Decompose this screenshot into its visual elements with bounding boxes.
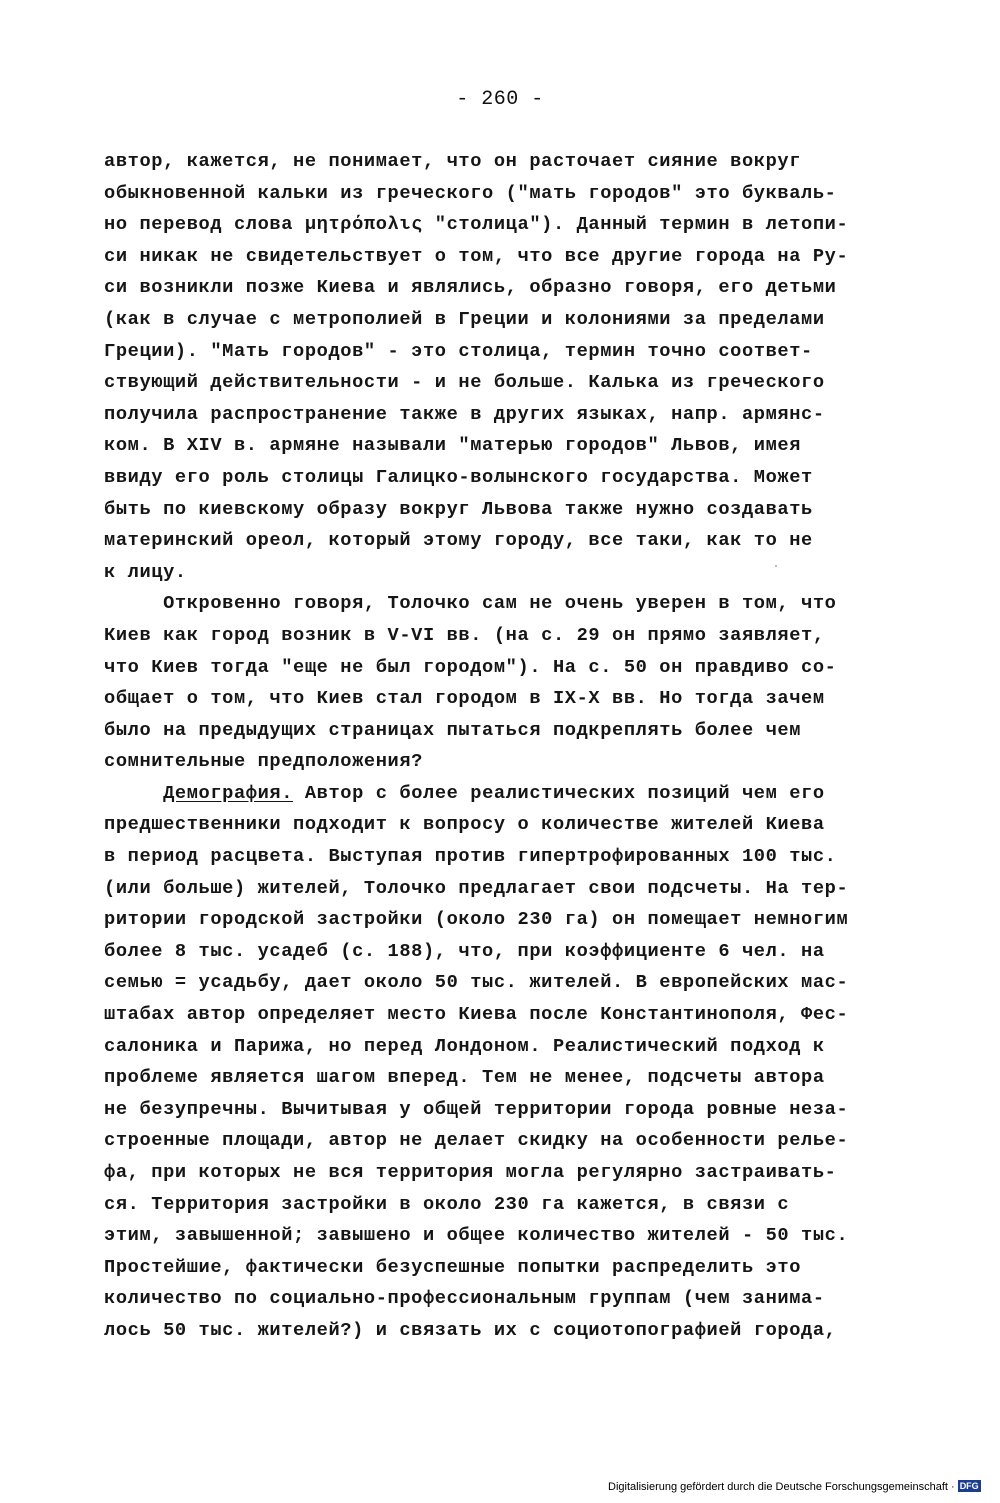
text-line: Откровенно говоря, Толочко сам не очень уверен в том, что <box>104 592 837 615</box>
text-line: более 8 тыс. усадеб (с. 188), что, при коэффициенте 6 чел. на <box>104 939 825 962</box>
text-line: этим, завышенной; завышено и общее количество жителей - 50 тыс. <box>104 1224 849 1247</box>
text-line: в период расцвета. Выступая против гипертрофированных 100 тыс. <box>104 845 837 868</box>
text-line: ввиду его роль столицы Галицко-волынского государства. Может <box>104 465 813 488</box>
text-line: сомнительные предположения? <box>104 750 423 773</box>
text-line: семью = усадьбу, дает около 50 тыс. жителей. В европейских мас- <box>104 971 849 994</box>
text-line: строенные площади, автор не делает скидку на особенности релье- <box>104 1129 849 1152</box>
text-line: проблеме является шагом вперед. Тем не менее, подсчеты автора <box>104 1066 825 1089</box>
paragraph-kalka <box>104 146 904 588</box>
paragraph-tolochko <box>104 588 904 778</box>
text-line: не безупречны. Вычитывая у общей территории города ровные неза- <box>104 1097 849 1120</box>
text-line: ся. Территория застройки в около 230 га кажется, в связи с <box>104 1192 790 1215</box>
text-line: материнский ореол, который этому городу, все таки, как то не <box>104 529 813 552</box>
text-line: к лицу. <box>104 560 187 583</box>
text-line: автор, кажется, не понимает, что он расточает сияние вокруг <box>104 150 802 172</box>
document-body <box>104 146 904 1347</box>
text-line: предшественники подходит к вопросу о количестве жителей Киева <box>104 813 825 836</box>
text-line <box>104 778 904 810</box>
text-line: количество по социально-профессиональным группам (чем занима- <box>104 1287 825 1310</box>
text-run: Автор с более реалистических позиций чем его <box>293 781 825 804</box>
text-line: что Киев тогда "еще не был городом"). На с. 50 он правдиво со- <box>104 655 837 678</box>
text-line: ком. В XIV в. армяне называли "матерью городов" Львов, имея <box>104 434 802 457</box>
digitization-footer <box>608 1479 981 1495</box>
text-line: Киев как город возник в V-VI вв. (на с. 29 он прямо заявляет, <box>104 623 825 646</box>
text-line: быть по киевскому образу вокруг Львова также нужно создавать <box>104 497 813 520</box>
text-line: (или больше) жителей, Толочко предлагает свои подсчеты. На тер- <box>104 876 849 899</box>
text-line: си никак не свидетельствует о том, что все другие города на Ру- <box>104 244 849 267</box>
paragraph-demography <box>104 778 904 1347</box>
footer-credit-text: Digitalisierung gefördert durch die Deutsche Forschungsgemeinschaft · <box>608 1481 955 1493</box>
text-line: общает о том, что Киев стал городом в IX-X вв. Но тогда зачем <box>104 687 825 710</box>
dfg-logo-icon: DFG <box>959 1481 979 1491</box>
text-line: фа, при которых не вся территория могла регулярно застраивать- <box>104 1161 837 1183</box>
section-heading-demography: Демография. <box>163 781 294 804</box>
page-number: - 260 - <box>456 88 544 111</box>
text-line: си возникли позже Киева и являлись, образно говоря, его детьми <box>104 276 837 299</box>
text-line: было на предыдущих страницах пытаться подкреплять более чем <box>104 718 802 741</box>
text-line: Греции). "Мать городов" - это столица, термин точно соответ- <box>104 339 813 362</box>
text-line: штабах автор определяет место Киева после Константинополя, Фес- <box>104 1003 849 1026</box>
text-line: ритории городской застройки (около 230 га) он помещает немногим <box>104 908 849 931</box>
text-line: салоника и Парижа, но перед Лондоном. Реалистический подход к <box>104 1034 825 1057</box>
text-line: но перевод слова μητρόπολις "столица"). Данный термин в летопи- <box>104 213 849 236</box>
text-line: (как в случае с метрополией в Греции и колониями за пределами <box>104 307 825 330</box>
text-line: Простейшие, фактически безуспешные попытки распределить это <box>104 1255 802 1278</box>
paragraph-indent <box>104 782 163 804</box>
text-line: обыкновенной кальки из греческого ("мать городов" это букваль- <box>104 181 837 204</box>
text-line: получила распространение также в других языках, напр. армянс- <box>104 402 825 425</box>
text-line: лось 50 тыс. жителей?) и связать их с социотопографией города, <box>104 1318 837 1341</box>
scan-speck <box>775 565 777 567</box>
text-line: ствующий действительности - и не больше. Калька из греческого <box>104 371 825 394</box>
